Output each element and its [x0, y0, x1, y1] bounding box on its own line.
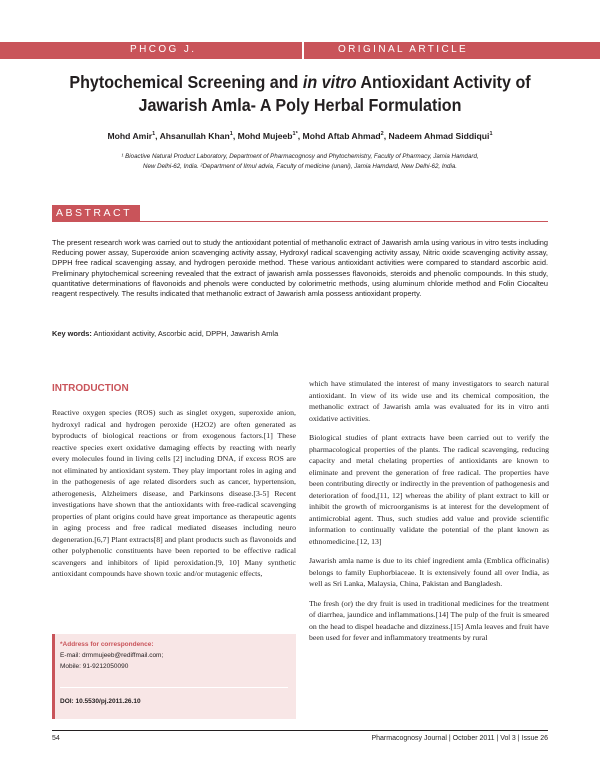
author: Ahsanullah Khan [159, 131, 230, 141]
affiliation-line: ¹ Bioactive Natural Product Laboratory, Department of Pharmacognosy and Phytochemistry, Faculty of Pharmacy, Jamia Hamdard, [121, 153, 479, 160]
header-divider [302, 42, 304, 59]
affiliation-line: New Delhi-62, India. ²Department of Ilmul advia, Faculty of medicine (unani), Jamia Hamdard, New Delhi-62, India. [143, 163, 457, 170]
correspondence-email[interactable]: E-mail: drmmujeeb@rediffmail.com; [60, 652, 164, 659]
author: Mohd Amir [107, 131, 153, 141]
paragraph: Jawarish amla name is due to its chief ingredient amla (Emblica officinalis) belongs to family Euphorbiaceae. It is extensively found all over India, as well as Sri Lanka, Malaysia, China, Pakistan and Bangladesh. [309, 556, 549, 588]
paragraph: Biological studies of plant extracts have been carried out to verify the pharmacological properties of the plants. The radical scavenging, reducing capacity and metal chelating properties of antioxidants are known to eliminate and prevent the generation of free radical. The properties have been contributing directly or indirectly in the prevention of pathogenesis and deterioration of food,[11, 12] whereas the ability of plant extract to kill or inhibit the growth of microorganisms is at interest for the development of antimicrobial agent. Thus, such studies add value and provide scientific information to continually validate the potential of the plant known as ethnomedicine.[12, 13] [309, 433, 549, 546]
page-number: 54 [52, 735, 60, 742]
correspondence-accent-bar [52, 634, 55, 719]
author-list: Mohd Amir$^1$, Ahsanullah Khan$^1$, Mohd Mujeeb$^{1*}$, Mohd Aftab Ahmad$^2$, Nadeem Ahmad Siddiqui$^1$ [107, 131, 493, 141]
section-heading-introduction: INTRODUCTION [52, 383, 129, 394]
journal-info: Pharmacognosy Journal | October 2011 | Vol 3 | Issue 26 [371, 735, 548, 742]
left-column [52, 407, 296, 588]
author: Mohd Mujeeb [237, 131, 293, 141]
correspondence-heading: *Address for correspondence: [60, 641, 154, 648]
header-band [0, 42, 600, 59]
right-column [309, 378, 549, 652]
journal-short-label: PHCOG J. [130, 44, 197, 55]
author: Mohd Aftab Ahmad [302, 131, 381, 141]
paper-title: Phytochemical Screening and in vitro Antioxidant Activity of Jawarish Amla- A Poly Herbal Formulation [69, 72, 531, 115]
article-type-label: ORIGINAL ARTICLE [338, 44, 469, 55]
paragraph: which have stimulated the interest of many investigators to search natural antioxidant. In view of its wide use and its chemical composition, the methanolic extract of Jawarish amla was evaluated for its in vitro anti oxidative activities. [309, 379, 549, 423]
doi[interactable]: DOI: 10.5530/pj.2011.26.10 [60, 698, 141, 705]
correspondence-mobile: Mobile: 91-9212050090 [60, 663, 129, 670]
abstract-rule [52, 221, 548, 222]
correspondence-divider [60, 687, 288, 688]
affiliations [70, 152, 530, 172]
correspondence-box [52, 634, 296, 719]
keywords: Key words: Antioxidant activity, Ascorbic acid, DPPH, Jawarish Amla [52, 329, 279, 338]
abstract-body: The present research work was carried out to study the antioxidant potential of methanolic extract of Jawarish amla using various in vitro tests including Reducing power assay, Superoxide anion scavenging activity assay, Hydroxyl radical scavenging activity assay, Nitric oxide scavenging activity assay, DPPH free radical scavenging assay, and hydrogen peroxide method. These various antioxidant activities were compared to standard ascorbic acid. Preliminary phytochemical screening revealed that the extract of jawarish amla possesses flavonoids, steroids and phenolic compounds. In this study, quantitative determinations of flavonoids and phenols were conducted by colorimetric methods, using aluminum chloride method and Folin Ciocalteu reagent respectively. The results indicated that methanolic extract of Jawarish amla possess antioxidant property. [52, 238, 548, 299]
paragraph: The fresh (or) the dry fruit is used in traditional medicines for the treatment of diarrhea, jaundice and inflammations.[14] The pulp of the fruit is smeared on the head to dispel headache and dizziness.[15] Amla leaves and fruit have been used for fever and inflammatory treatments by rural [309, 598, 549, 642]
abstract-heading: ABSTRACT [52, 205, 140, 222]
footer-rule [52, 730, 548, 731]
author: Nadeem Ahmad Siddiqui [388, 131, 490, 141]
paragraph: Reactive oxygen species (ROS) such as singlet oxygen, superoxide anion, hydroxyl radical and hydrogen peroxide (H2O2) are often generated as byproducts of biological reactions or from exogenous factors.[1] These reactive species exert oxidative damaging effects by reacting with nearly every molecules found in living cells [2] including DNA, if excess ROS are not eliminated by antioxidant system. They play important roles in aging and in the pathogenesis of age related disorders such as cancer, hypertension, atherogenesis, Alzheimers disease, and Parkinsons disease.[3-5] Recent investigations have shown that the antioxidants with free-radical scavenging properties of plant origins could have great importance as therapeutic agents in aging process and free radical mediated diseases including neuro degeneration.[6,7] Plant extracts[8] and plant products such as flavonoids and other polyphenolic constituents have been reported to be effective radical scavengers and inhibitors of lipid peroxidation.[9, 10] Many synthetic antioxidant compounds have shown toxic and/or mutagenic effects, [52, 408, 296, 578]
